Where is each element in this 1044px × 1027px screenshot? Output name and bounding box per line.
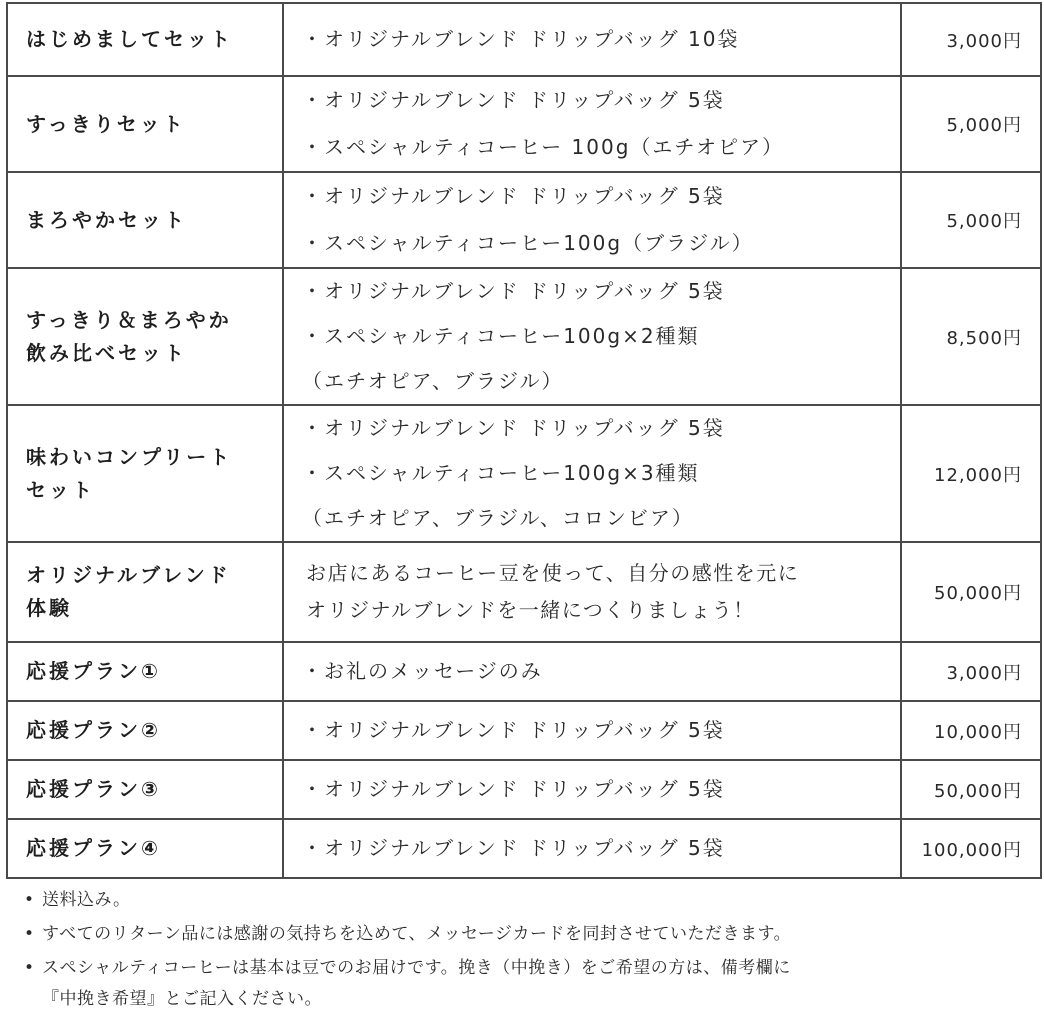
plan-item: ・スペシャルティコーヒー100g×2種類	[302, 324, 700, 348]
plan-price: 10,000円	[901, 701, 1041, 760]
plan-name: 応援プラン①	[26, 659, 161, 683]
plan-items-cell	[283, 760, 901, 819]
plan-price: 50,000円	[901, 760, 1041, 819]
plan-item: ・スペシャルティコーヒー100g×3種類	[302, 461, 700, 485]
plan-item: ・オリジナルブレンド ドリップバッグ 5袋	[302, 88, 725, 112]
note-item	[22, 885, 1032, 916]
table-row	[7, 3, 1041, 76]
plan-item: ・オリジナルブレンド ドリップバッグ 5袋	[302, 279, 725, 303]
plan-name-cell	[7, 268, 283, 405]
plan-item: ・スペシャルティコーヒー 100g（エチオピア）	[302, 135, 785, 159]
plan-item: ・スペシャルティコーヒー100g（ブラジル）	[302, 231, 754, 255]
plan-price: 3,000円	[901, 642, 1041, 701]
bullet-icon: •	[24, 890, 35, 910]
bullet-icon: •	[24, 924, 35, 944]
note-text: 『中挽き希望』とご記入ください。	[42, 989, 322, 1009]
plan-price: 8,500円	[901, 268, 1041, 405]
plan-name: オリジナルブレンド	[26, 563, 231, 587]
note-text: スペシャルティコーヒーは基本は豆でのお届けです。挽き（中挽き）をご希望の方は、備考欄に	[42, 958, 791, 978]
plan-price: 3,000円	[901, 3, 1041, 76]
table-row	[7, 76, 1041, 172]
table-row	[7, 405, 1041, 542]
plan-name-cell	[7, 701, 283, 760]
note-item	[22, 953, 1032, 1015]
plan-price: 5,000円	[901, 76, 1041, 172]
plan-name-cell	[7, 760, 283, 819]
plan-name: セット	[26, 477, 95, 502]
plan-items-cell	[283, 76, 901, 172]
table-row	[7, 701, 1041, 760]
plan-description-cell	[283, 542, 901, 642]
plan-item: ・オリジナルブレンド ドリップバッグ 10袋	[302, 27, 740, 51]
plan-table	[6, 2, 1042, 879]
plan-name: 体験	[26, 596, 72, 620]
plan-item: ・オリジナルブレンド ドリップバッグ 5袋	[302, 184, 725, 208]
plan-name-cell	[7, 405, 283, 542]
plan-name: まろやかセット	[26, 207, 187, 232]
plan-item: （エチオピア、ブラジル、コロンビア）	[302, 506, 694, 530]
plan-price: 100,000円	[901, 819, 1041, 878]
table-row	[7, 172, 1041, 268]
plan-items-cell	[283, 642, 901, 701]
plan-items-cell	[283, 172, 901, 268]
plan-name: すっきり＆まろやか	[26, 307, 232, 332]
plan-item: ・オリジナルブレンド ドリップバッグ 5袋	[302, 416, 725, 440]
plan-item: ・オリジナルブレンド ドリップバッグ 5袋	[302, 836, 725, 860]
note-text: すべてのリターン品には感謝の気持ちを込めて、メッセージカードを同封させていただきます。	[42, 924, 792, 944]
plan-item: （エチオピア、ブラジル）	[302, 369, 564, 393]
note-item	[22, 919, 1032, 950]
plan-description: お店にあるコーヒー豆を使って、自分の感性を元に	[306, 561, 800, 585]
plan-items-cell	[283, 3, 901, 76]
plan-name: 飲み比べセット	[26, 340, 187, 365]
plan-name: 味わいコンプリート	[26, 444, 233, 469]
note-text: 送料込み。	[42, 890, 131, 910]
bullet-icon: •	[24, 958, 35, 978]
plan-price: 50,000円	[901, 542, 1041, 642]
plan-name-cell	[7, 819, 283, 878]
plan-item: ・オリジナルブレンド ドリップバッグ 5袋	[302, 718, 725, 742]
plan-name: 応援プラン③	[26, 777, 161, 801]
plan-name: 応援プラン④	[26, 836, 161, 860]
plan-name-cell	[7, 3, 283, 76]
plan-name-cell	[7, 542, 283, 642]
plan-item: ・オリジナルブレンド ドリップバッグ 5袋	[302, 777, 725, 801]
notes-list	[22, 885, 1032, 1018]
plan-items-cell	[283, 268, 901, 405]
plan-item: ・お礼のメッセージのみ	[302, 659, 543, 683]
plan-name-cell	[7, 172, 283, 268]
plan-items-cell	[283, 701, 901, 760]
table-row	[7, 642, 1041, 701]
table-row	[7, 819, 1041, 878]
plan-name-cell	[7, 642, 283, 701]
plan-name: すっきりセット	[26, 111, 186, 136]
plan-price: 5,000円	[901, 172, 1041, 268]
plan-name: 応援プラン②	[26, 718, 161, 742]
plan-items-cell	[283, 819, 901, 878]
plan-items-cell	[283, 405, 901, 542]
table-row	[7, 268, 1041, 405]
plan-price: 12,000円	[901, 405, 1041, 542]
table-row	[7, 542, 1041, 642]
plan-description: オリジナルブレンドを一緒につくりましょう！	[306, 598, 755, 622]
plan-name: はじめましてセット	[26, 27, 233, 51]
plan-name-cell	[7, 76, 283, 172]
table-row	[7, 760, 1041, 819]
